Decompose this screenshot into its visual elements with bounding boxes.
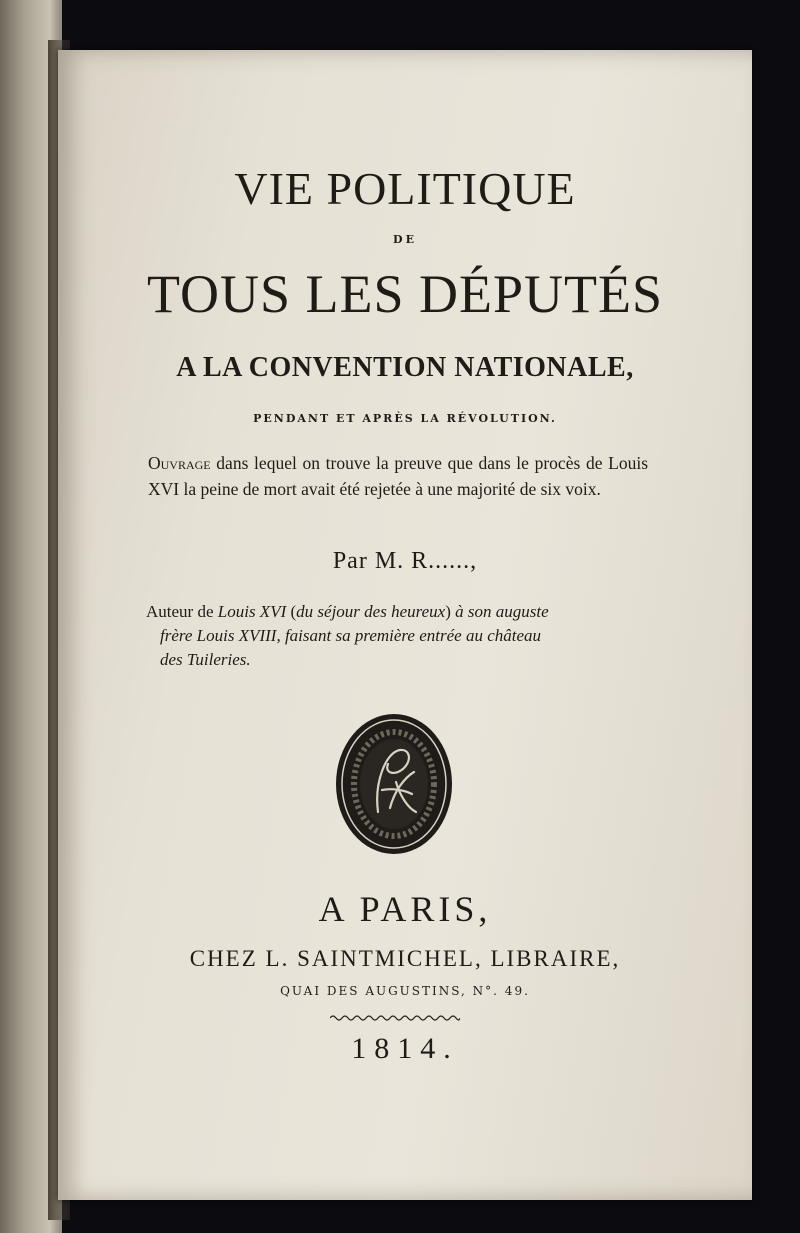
title-page bbox=[58, 50, 752, 1200]
auteur-subtitle: du séjour des heureux bbox=[296, 602, 446, 621]
imprint-city: A PARIS, bbox=[318, 889, 492, 929]
description-paragraph bbox=[148, 450, 648, 502]
monogram-seal-icon bbox=[334, 712, 454, 856]
auteur-line1-end: à son auguste bbox=[455, 602, 549, 621]
auteur-paren-open: ( bbox=[286, 602, 297, 621]
decorative-rule bbox=[330, 1014, 460, 1022]
auteur-line-2: frère Louis XVIII, faisant sa première entrée au château bbox=[160, 626, 542, 645]
auteur-line-3: des Tuileries. bbox=[160, 650, 251, 669]
title-line-1: VIE POLITIQUE bbox=[234, 163, 576, 214]
imprint-address: QUAI DES AUGUSTINS, N°. 49. bbox=[280, 984, 530, 998]
title-line-2: TOUS LES DÉPUTÉS bbox=[146, 264, 664, 324]
title-de: DE bbox=[393, 233, 417, 246]
imprint-publisher: CHEZ L. SAINTMICHEL, LIBRAIRE, bbox=[189, 946, 621, 971]
author-credits bbox=[146, 600, 646, 672]
ouvrage-lead: Ouvrage bbox=[148, 453, 211, 473]
auteur-work: Louis XVI bbox=[217, 602, 287, 621]
auteur-paren-close: ) bbox=[445, 602, 456, 621]
author-line: Par M. R......, bbox=[332, 548, 478, 574]
subtitle: PENDANT ET APRÈS LA RÉVOLUTION. bbox=[253, 412, 557, 425]
ouvrage-text: dans lequel on trouve la preuve que dans le procès de Louis XVI la peine de mort avait été rejetée à une majorité de six voix. bbox=[148, 453, 648, 499]
title-line-3: A LA CONVENTION NATIONALE, bbox=[176, 352, 634, 383]
auteur-pre: Auteur de bbox=[146, 602, 218, 621]
imprint-year: 1814. bbox=[351, 1032, 459, 1065]
